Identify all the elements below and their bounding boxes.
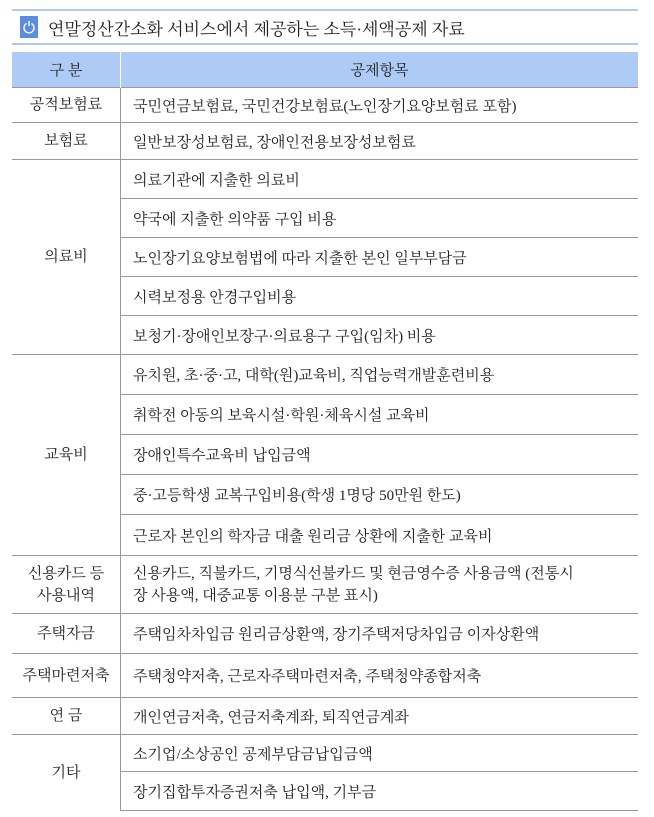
- row-category: 의료비: [12, 160, 121, 355]
- table-header: [12, 52, 638, 88]
- title-bar: [12, 11, 638, 43]
- row-item: 주택청약저축, 근로자주택마련저축, 주택청약종합저축: [121, 654, 639, 698]
- table-row: [12, 614, 638, 654]
- row-item: 장기집합투자증권저축 납입액, 기부금: [121, 772, 639, 811]
- table-row: [12, 355, 638, 395]
- row-item: 근로자 본인의 학자금 대출 원리금 상환에 지출한 교육비: [121, 515, 639, 556]
- row-item: 주택임차차입금 원리금상환액, 장기주택저당차입금 이자상환액: [121, 614, 639, 654]
- table-row: [12, 698, 638, 735]
- row-item: 취학전 아동의 보육시설·학원·체육시설 교육비: [121, 395, 639, 435]
- row-item: 유치원, 초·중·고, 대학(원)교육비, 직업능력개발훈련비용: [121, 355, 639, 395]
- row-item: 국민연금보험료, 국민건강보험료(노인장기요양보험료 포함): [121, 88, 639, 123]
- table-row: [12, 123, 638, 160]
- row-item: 노인장기요양보험법에 따라 지출한 본인 일부부담금: [121, 238, 639, 277]
- row-item: 보청기·장애인보장구·의료용구 구입(임차) 비용: [121, 316, 639, 355]
- row-category: 기타: [12, 735, 121, 811]
- header-items: 공제항목: [121, 52, 639, 88]
- table-row: [12, 88, 638, 123]
- row-item: 의료기관에 지출한 의료비: [121, 160, 639, 199]
- power-icon: [20, 16, 38, 38]
- row-item: 신용카드, 직불카드, 기명식선불카드 및 현금영수증 사용금액 (전통시장 사용액, 대중교통 이용분 구분 표시): [121, 556, 639, 614]
- page-title: 연말정산간소화 서비스에서 제공하는 소득·세액공제 자료: [48, 19, 465, 39]
- header-category: 구 분: [12, 52, 121, 88]
- table-row: [12, 735, 638, 772]
- row-category: 주택자금: [12, 614, 121, 654]
- row-item: 중·고등학생 교복구입비용(학생 1명당 50만원 한도): [121, 475, 639, 515]
- row-item: 소기업/소상공인 공제부담금납입금액: [121, 735, 639, 772]
- deduction-table: [12, 52, 638, 811]
- table-row: [12, 160, 638, 199]
- table-row: [12, 556, 638, 614]
- row-item: 장애인특수교육비 납입금액: [121, 435, 639, 475]
- row-item: 개인연금저축, 연금저축계좌, 퇴직연금계좌: [121, 698, 639, 735]
- row-category: 교육비: [12, 355, 121, 556]
- row-item: 시력보정용 안경구입비용: [121, 277, 639, 316]
- row-category: 보험료: [12, 123, 121, 160]
- row-item: 일반보장성보험료, 장애인전용보장성보험료: [121, 123, 639, 160]
- row-category: 공적보험료: [12, 88, 121, 123]
- row-item: 약국에 지출한 의약품 구입 비용: [121, 199, 639, 238]
- table-row: [12, 654, 638, 698]
- title-bottom-rule: [12, 43, 638, 45]
- row-category: 연 금: [12, 698, 121, 735]
- row-category: 신용카드 등 사용내역: [12, 556, 121, 614]
- row-category: 주택마련저축: [12, 654, 121, 698]
